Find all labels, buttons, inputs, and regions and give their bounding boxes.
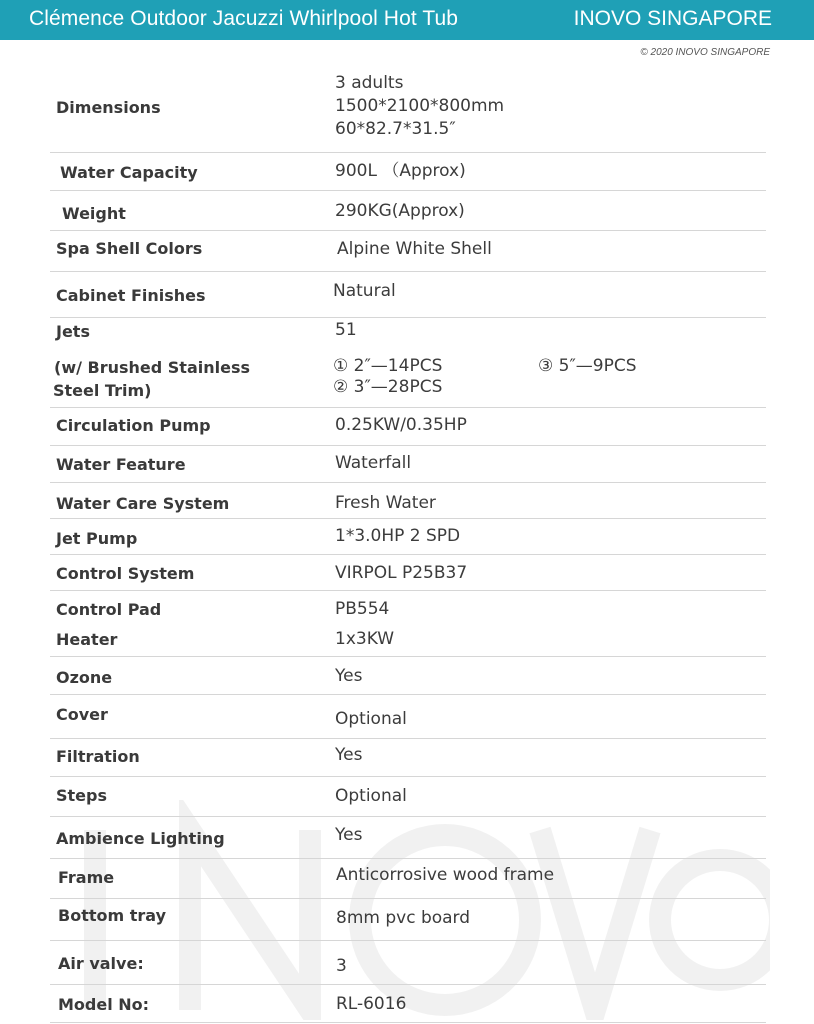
spec-row-model-no bbox=[50, 984, 766, 1023]
spec-row-jet-sizes bbox=[50, 347, 766, 408]
spec-row-spa-shell-colors bbox=[50, 230, 766, 272]
spec-value: Alpine White Shell bbox=[337, 239, 492, 259]
spec-row-cabinet-finishes bbox=[50, 271, 766, 318]
spec-row-jet-pump bbox=[50, 518, 766, 555]
spec-value: Natural bbox=[333, 281, 396, 301]
spec-label: Steps bbox=[56, 786, 107, 805]
jet-size-1: ① 2″—14PCS bbox=[333, 356, 443, 376]
spec-value: Optional bbox=[335, 709, 407, 729]
spec-label: Dimensions bbox=[56, 98, 161, 117]
spec-label: Bottom tray bbox=[58, 906, 166, 925]
spec-row-frame bbox=[50, 858, 766, 899]
spec-row-water-feature bbox=[50, 445, 766, 483]
spec-row-dimensions bbox=[50, 70, 766, 153]
spec-row-ozone bbox=[50, 656, 766, 695]
spec-row-circulation-pump bbox=[50, 407, 766, 446]
spec-value: Fresh Water bbox=[335, 493, 436, 513]
spec-value: RL-6016 bbox=[336, 994, 407, 1014]
spec-row-ambience-lighting bbox=[50, 816, 766, 859]
spec-label: Filtration bbox=[56, 747, 140, 766]
header-bar bbox=[0, 0, 814, 40]
spec-value: Yes bbox=[335, 825, 363, 845]
spec-row-heater bbox=[50, 622, 766, 657]
spec-label: Circulation Pump bbox=[56, 416, 211, 435]
spec-label: Steel Trim) bbox=[53, 381, 152, 400]
spec-row-bottom-tray bbox=[50, 898, 766, 941]
spec-value: 900L （Approx) bbox=[335, 161, 466, 181]
spec-value: 1500*2100*800mm bbox=[335, 96, 505, 116]
spec-value: 8mm pvc board bbox=[336, 908, 471, 928]
spec-value: PB554 bbox=[335, 599, 390, 619]
spec-label: Air valve: bbox=[58, 954, 144, 973]
spec-label: Ambience Lighting bbox=[56, 829, 225, 848]
spec-label: Cabinet Finishes bbox=[56, 286, 206, 305]
spec-value: Yes bbox=[335, 666, 363, 686]
spec-value: 51 bbox=[335, 320, 357, 340]
spec-value: VIRPOL P25B37 bbox=[335, 563, 468, 583]
spec-value: Optional bbox=[335, 786, 407, 806]
spec-label: Water Care System bbox=[56, 494, 230, 513]
spec-label: Control System bbox=[56, 564, 195, 583]
brand-name: INOVO SINGAPORE bbox=[573, 7, 772, 30]
spec-row-filtration bbox=[50, 738, 766, 777]
spec-value: 1x3KW bbox=[335, 629, 395, 649]
spec-row-cover bbox=[50, 694, 766, 739]
spec-value: Yes bbox=[335, 745, 363, 765]
spec-row-jets bbox=[50, 317, 766, 347]
spec-label: Ozone bbox=[56, 668, 113, 687]
spec-value: Anticorrosive wood frame bbox=[336, 865, 555, 885]
spec-label: Spa Shell Colors bbox=[56, 239, 203, 258]
page-title: Clémence Outdoor Jacuzzi Whirlpool Hot Tub bbox=[29, 7, 459, 30]
spec-row-steps bbox=[50, 776, 766, 817]
spec-value: 1*3.0HP 2 SPD bbox=[335, 526, 461, 546]
spec-label: Water Feature bbox=[56, 455, 186, 474]
spec-row-weight bbox=[50, 190, 766, 231]
spec-value: 3 adults bbox=[335, 73, 404, 93]
spec-value: Waterfall bbox=[335, 453, 412, 473]
spec-row-control-pad bbox=[50, 590, 766, 622]
jet-size-3: ③ 5″—9PCS bbox=[538, 356, 637, 376]
spec-label: Control Pad bbox=[56, 600, 162, 619]
spec-label: Frame bbox=[58, 868, 115, 887]
spec-label: Cover bbox=[56, 705, 108, 724]
spec-label: Water Capacity bbox=[60, 163, 198, 182]
spec-value: 60*82.7*31.5″ bbox=[335, 119, 456, 139]
spec-value: 0.25KW/0.35HP bbox=[335, 415, 467, 435]
spec-value: 290KG(Approx) bbox=[335, 201, 465, 221]
spec-label: Jets bbox=[56, 322, 90, 341]
spec-value: 3 bbox=[336, 956, 347, 976]
spec-label: Heater bbox=[56, 630, 118, 649]
spec-row-water-capacity bbox=[50, 152, 766, 191]
spec-label: Jet Pump bbox=[56, 529, 138, 548]
spec-label: Model No: bbox=[58, 995, 150, 1014]
jet-size-2: ② 3″—28PCS bbox=[333, 377, 443, 397]
spec-row-water-care-system bbox=[50, 482, 766, 519]
spec-label: Weight bbox=[62, 204, 126, 223]
spec-row-control-system bbox=[50, 554, 766, 591]
spec-row-air-valve bbox=[50, 940, 766, 985]
copyright-notice: © 2020 INOVO SINGAPORE bbox=[640, 47, 770, 58]
spec-label: (w/ Brushed Stainless bbox=[54, 358, 250, 377]
